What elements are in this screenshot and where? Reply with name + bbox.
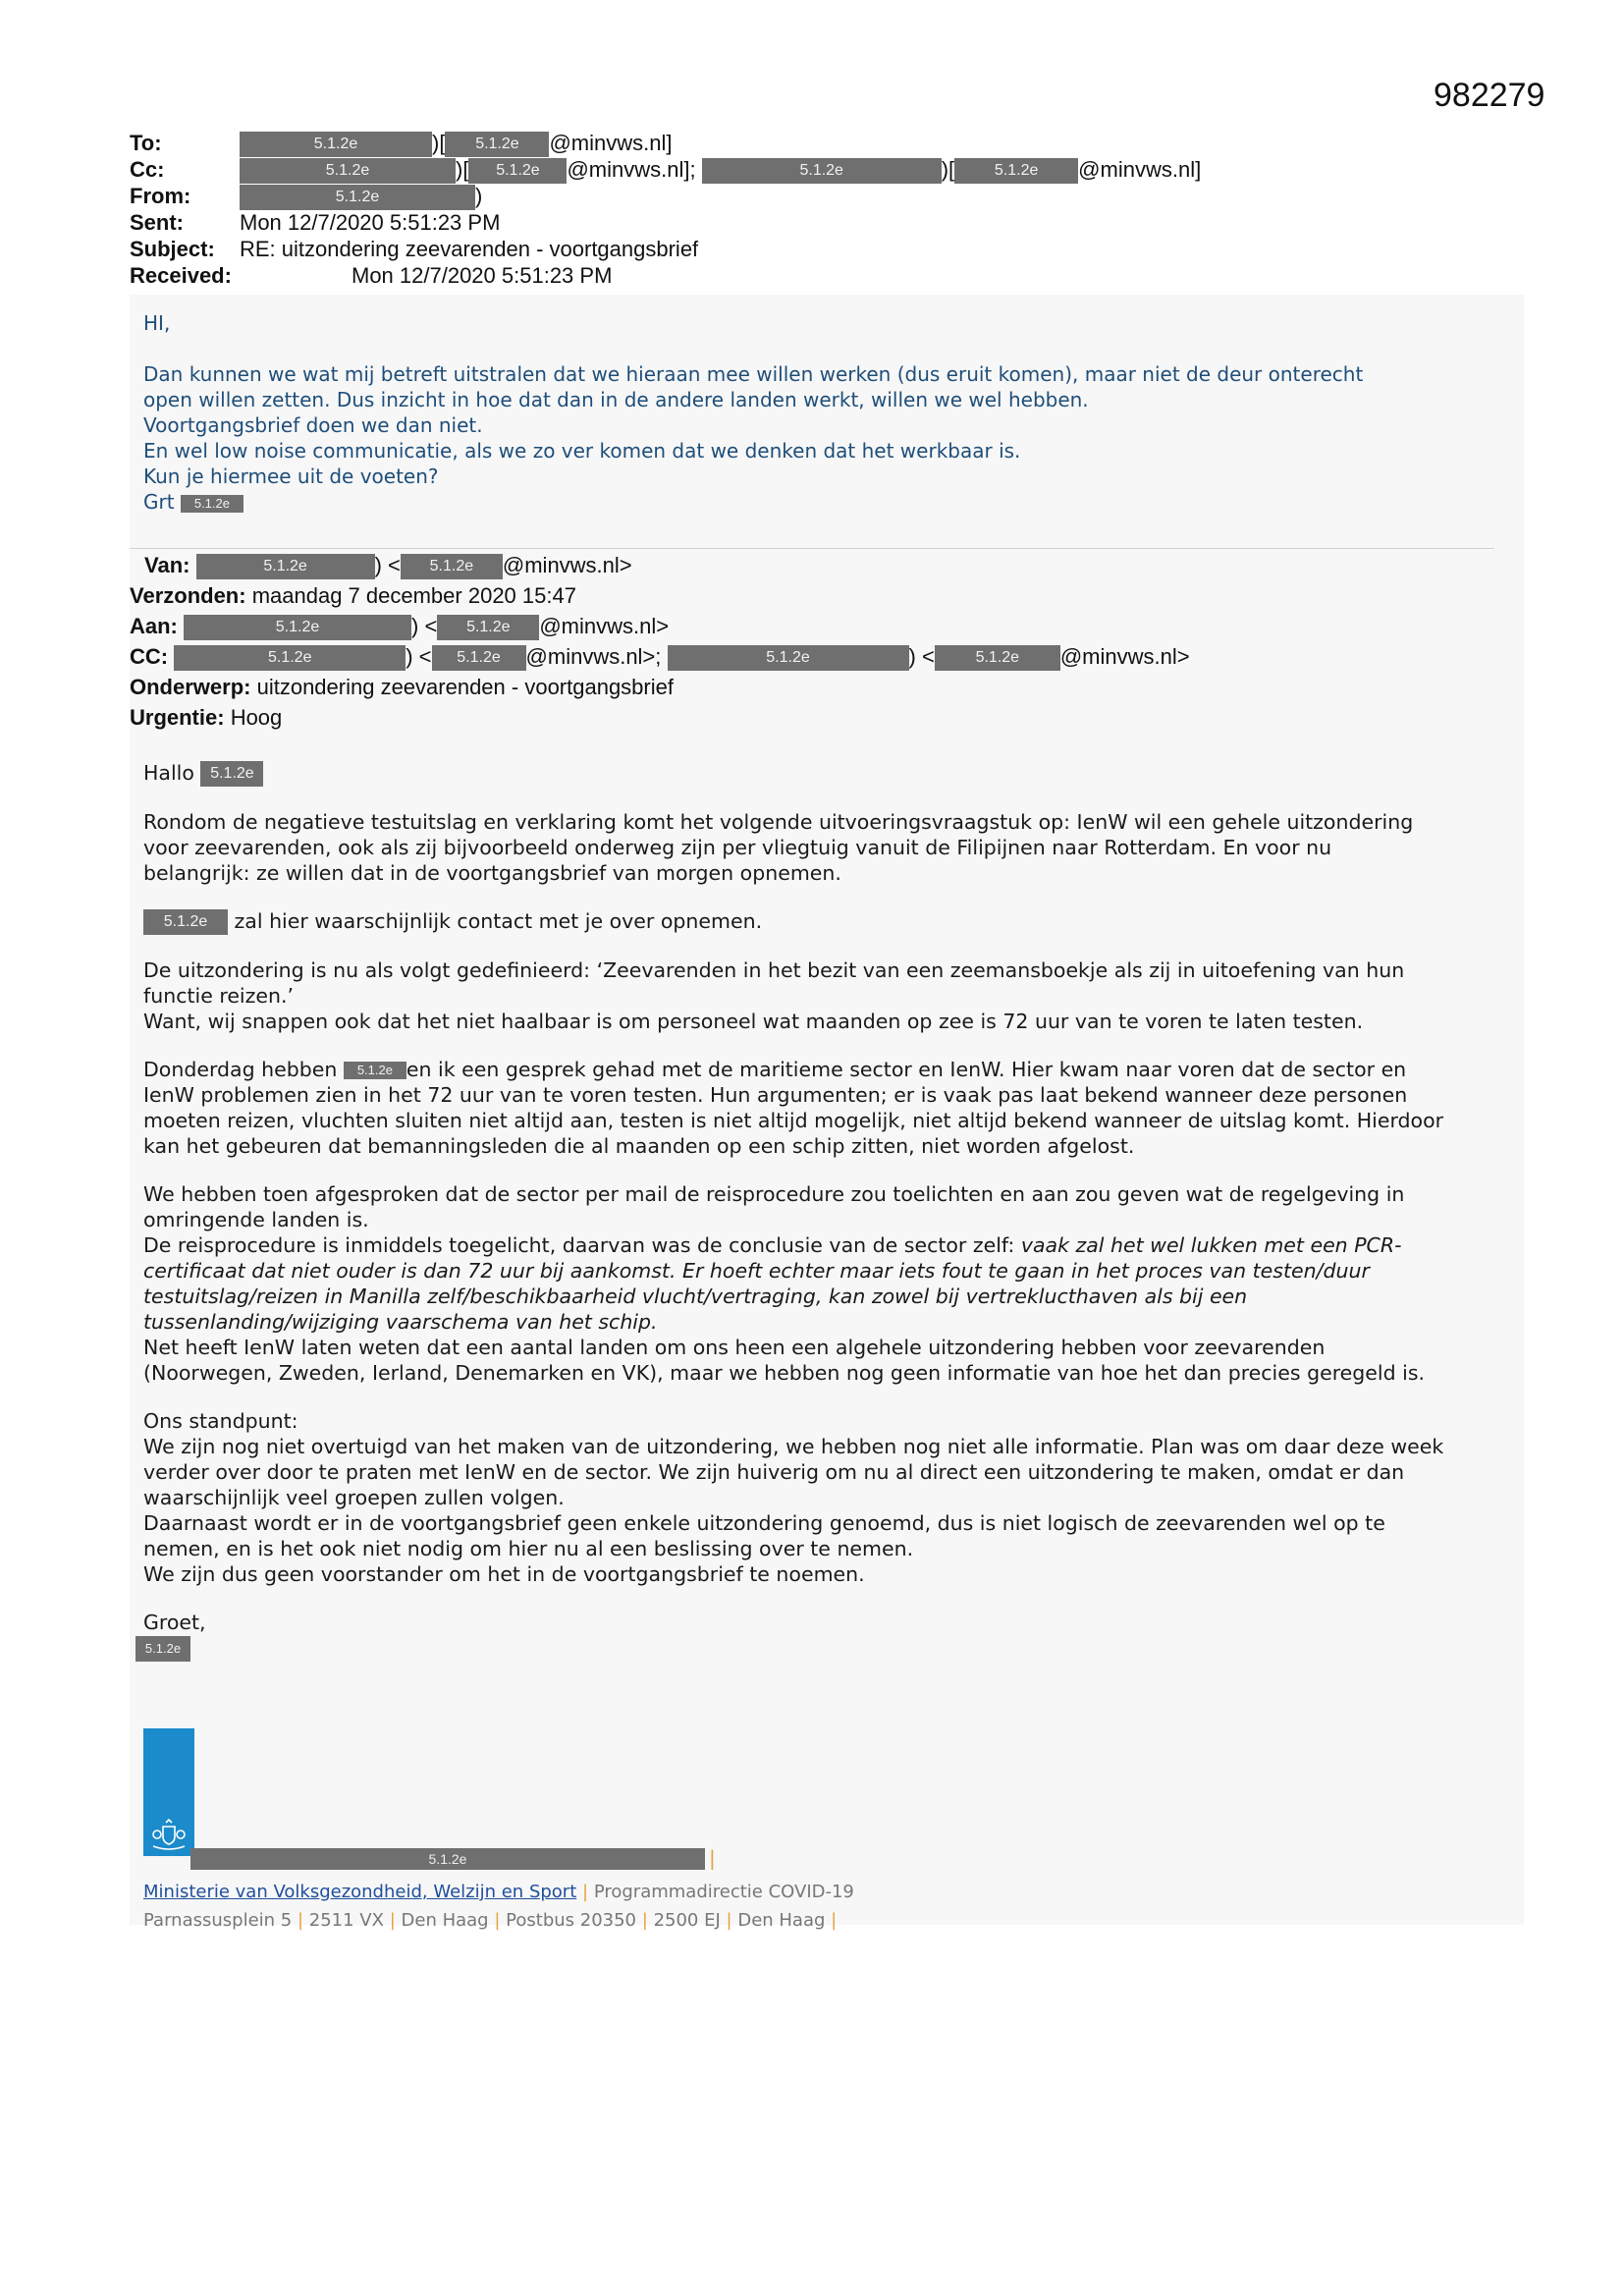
quote-line: certificaat dat niet ouder is dan 72 uur bij aankomst. Er hoeft echter maar iets fout te gaan in het proces van testen/duur bbox=[143, 1259, 1370, 1283]
redaction-box: 5.1.2e bbox=[702, 158, 942, 184]
received-value: Mon 12/7/2020 5:51:23 PM bbox=[352, 263, 613, 288]
coat-of-arms-icon bbox=[149, 1819, 189, 1850]
separator-pipe: | bbox=[582, 1882, 589, 1902]
urgentie-row bbox=[130, 702, 1504, 733]
separator-pipe: | bbox=[494, 1910, 501, 1931]
email-domain: @minvws.nl>; bbox=[525, 644, 662, 669]
reply-greeting: HI, bbox=[143, 311, 171, 335]
subject-label: Subject: bbox=[130, 237, 215, 261]
quote-line: testuitslag/reizen in Manilla zelf/beschikbaarheid vlucht/vertraging, kan zowel bij vertreklucthaven als bij een bbox=[143, 1285, 1248, 1308]
verzonden-value: maandag 7 december 2020 15:47 bbox=[251, 583, 576, 608]
quote-line: tussenlanding/wijziging vaarschema van het schip. bbox=[143, 1310, 658, 1334]
closing bbox=[143, 1610, 1498, 1662]
header-received-row bbox=[130, 262, 1406, 289]
text-fragment: en ik een gesprek gehad met de maritieme sector en IenW. Hier kwam naar voren dat de sector en bbox=[406, 1058, 1407, 1081]
text-line: Net heeft IenW laten weten dat een aantal landen om ons heen een algehele uitzondering hebben voor zeevarenden bbox=[143, 1336, 1326, 1359]
reply-line: En wel low noise communicatie, als we zo ver komen dat we denken dat het werkbaar is. bbox=[143, 439, 1021, 463]
spacer bbox=[143, 336, 1518, 361]
from-value bbox=[240, 183, 482, 210]
government-logo bbox=[143, 1728, 194, 1856]
redaction-box: 5.1.2e bbox=[181, 495, 244, 513]
paragraph bbox=[143, 908, 1498, 935]
document-number: 982279 bbox=[1434, 77, 1545, 114]
message-body bbox=[143, 760, 1498, 1662]
text-line: omringende landen is. bbox=[143, 1208, 369, 1231]
redaction-box: 5.1.2e bbox=[190, 1848, 705, 1870]
redaction-box: 5.1.2e bbox=[143, 909, 228, 935]
text-line: We zijn nog niet overtuigd van het maken van de uitzondering, we hebben nog niet alle informatie. Plan was om daar deze week bbox=[143, 1435, 1444, 1458]
text-line: zal hier waarschijnlijk contact met je over opnemen. bbox=[234, 909, 763, 933]
quote-fragment: vaak zal het wel lukken met een PCR- bbox=[1020, 1233, 1402, 1257]
redaction-box: 5.1.2e bbox=[445, 132, 549, 157]
redaction-box: 5.1.2e bbox=[174, 645, 406, 671]
text-line: Rondom de negatieve testuitslag en verklaring komt het volgende uitvoeringsvraagstuk op: IenW wil een gehele uitzondering bbox=[143, 810, 1414, 834]
cc-row bbox=[130, 641, 1504, 672]
redaction-box: 5.1.2e bbox=[240, 132, 432, 157]
angle-open: ) < bbox=[374, 553, 401, 577]
onderwerp-label: Onderwerp: bbox=[130, 675, 251, 699]
divider bbox=[130, 548, 1494, 549]
email-domain: @minvws.nl> bbox=[502, 553, 632, 577]
header-subject-row bbox=[130, 236, 1406, 262]
email-domain: @minvws.nl] bbox=[549, 131, 673, 155]
closing-text: Groet, bbox=[143, 1611, 206, 1634]
redaction-box: 5.1.2e bbox=[437, 615, 539, 640]
van-row bbox=[130, 550, 1504, 580]
text-line: verder over door te praten met IenW en de sector. We zijn huiverig om nu al direct een uitzondering te maken, omdat er dan bbox=[143, 1460, 1405, 1484]
redaction-box: 5.1.2e bbox=[954, 158, 1078, 184]
to-value bbox=[240, 130, 672, 157]
close-paren: ) bbox=[475, 184, 483, 208]
cc-value bbox=[240, 156, 1201, 184]
subject-value: RE: uitzondering zeevarenden - voortgangsbrief bbox=[240, 237, 699, 261]
reply-line: Dan kunnen we wat mij betreft uitstralen dat we hieraan mee willen werken (dus eruit komen), maar niet de deur onterecht bbox=[143, 362, 1364, 386]
redaction-box: 5.1.2e bbox=[344, 1062, 406, 1079]
received-label: Received: bbox=[130, 263, 232, 288]
address-part: 2500 EJ bbox=[653, 1910, 721, 1931]
verzonden-row bbox=[130, 580, 1504, 611]
angle-open: ) < bbox=[406, 644, 432, 669]
paragraph bbox=[143, 1057, 1498, 1159]
text-line: Want, wij snappen ook dat het niet haalbaar is om personeel wat maanden op zee is 72 uur van te voren te laten testen. bbox=[143, 1010, 1364, 1033]
to-label: To: bbox=[130, 131, 162, 155]
text-line bbox=[143, 1232, 1498, 1258]
paren-bracket: )[ bbox=[456, 157, 469, 182]
address-part: Parnassusplein 5 bbox=[143, 1910, 293, 1931]
urgentie-value: Hoog bbox=[230, 705, 283, 730]
from-label: From: bbox=[130, 184, 191, 208]
redaction-box: 5.1.2e bbox=[668, 645, 909, 671]
forwarded-header bbox=[130, 550, 1504, 733]
text-line: nemen, en is het ook niet nodig om hier nu al een beslissing over te nemen. bbox=[143, 1537, 914, 1560]
text-line: waarschijnlijk veel groepen zullen volgen. bbox=[143, 1486, 565, 1509]
angle-open: ) < bbox=[908, 644, 935, 669]
address-part: 2511 VX bbox=[308, 1910, 384, 1931]
redaction-box: 5.1.2e bbox=[240, 158, 456, 184]
urgentie-label: Urgentie: bbox=[130, 705, 225, 730]
email-domain: @minvws.nl] bbox=[1078, 157, 1202, 182]
text-line: Ons standpunt: bbox=[143, 1409, 298, 1433]
text-line: functie reizen.’ bbox=[143, 984, 295, 1008]
paragraph bbox=[143, 1181, 1498, 1386]
email-header bbox=[130, 130, 1406, 289]
address-part: Den Haag bbox=[737, 1910, 826, 1931]
separator-pipe: | bbox=[641, 1910, 648, 1931]
redaction-box: 5.1.2e bbox=[468, 158, 567, 184]
text-line: belangrijk: ze willen dat in de voortgangsbrief van morgen opnemen. bbox=[143, 861, 841, 885]
text-line: We hebben toen afgesproken dat de sector per mail de reisprocedure zou toelichten en aan zou geven wat de regelgeving in bbox=[143, 1182, 1405, 1206]
header-from-row bbox=[130, 183, 1406, 209]
text-line: Daarnaast wordt er in de voortgangsbrief geen enkele uitzondering genoemd, dus is niet logisch de zeevarenden wel op te bbox=[143, 1511, 1385, 1535]
onderwerp-row bbox=[130, 672, 1504, 702]
aan-row bbox=[130, 611, 1504, 641]
signature-line-1 bbox=[143, 1878, 854, 1906]
verzonden-label: Verzonden: bbox=[130, 583, 246, 608]
cc-label: CC: bbox=[130, 644, 169, 669]
text-line: voor zeevarenden, ook als zij bijvoorbeeld onderweg zijn per vliegtuig vanuit de Filipijnen naar Rotterdam. En voor nu bbox=[143, 836, 1332, 859]
text-line bbox=[143, 1057, 1498, 1082]
salutation bbox=[143, 760, 1498, 787]
aan-label: Aan: bbox=[130, 614, 178, 638]
reply-line: open willen zetten. Dus inzicht in hoe dat dan in de andere landen werkt, willen we wel hebben. bbox=[143, 388, 1089, 411]
programme-name: Programmadirectie COVID-19 bbox=[593, 1882, 854, 1902]
separator-pipe: | bbox=[726, 1910, 732, 1931]
reply-signoff bbox=[143, 489, 1518, 515]
redaction-box: 5.1.2e bbox=[935, 645, 1060, 671]
header-to-row bbox=[130, 130, 1406, 156]
text-fragment: De reisprocedure is inmiddels toegelicht, daarvan was de conclusie van de sector zelf: bbox=[143, 1233, 1021, 1257]
email-domain: @minvws.nl]; bbox=[567, 157, 696, 182]
paragraph bbox=[143, 809, 1498, 886]
redaction-box: 5.1.2e bbox=[240, 185, 475, 210]
signoff-text: Grt bbox=[143, 490, 175, 514]
text-line: kan het gebeuren dat bemanningsleden die al maanden op een schip zitten, niet worden afgelost. bbox=[143, 1134, 1135, 1158]
reply-message bbox=[143, 310, 1518, 515]
paren-bracket: )[ bbox=[941, 157, 955, 182]
reply-line: Kun je hiermee uit de voeten? bbox=[143, 465, 439, 488]
email-domain: @minvws.nl> bbox=[539, 614, 670, 638]
redaction-box: 5.1.2e bbox=[196, 554, 375, 579]
redaction-box: 5.1.2e bbox=[135, 1636, 190, 1662]
sent-value: Mon 12/7/2020 5:51:23 PM bbox=[240, 210, 501, 235]
van-label: Van: bbox=[144, 553, 190, 577]
address-part: Postbus 20350 bbox=[506, 1910, 637, 1931]
text-line: IenW problemen zien in het 72 uur van te voren testen. Hun argumenten; er is vaak pas laat bekend wanneer deze personen bbox=[143, 1083, 1408, 1107]
signature-address bbox=[143, 1906, 854, 1935]
paragraph bbox=[143, 957, 1498, 1034]
text-fragment: Donderdag hebben bbox=[143, 1058, 338, 1081]
text-line: (Noorwegen, Zweden, Ierland, Denemarken en VK), maar we hebben nog geen informatie van hoe het dan precies geregeld is. bbox=[143, 1361, 1426, 1385]
redaction-box: 5.1.2e bbox=[401, 554, 503, 579]
separator-pipe: | bbox=[831, 1910, 838, 1931]
cc-label: Cc: bbox=[130, 157, 165, 182]
redaction-box: 5.1.2e bbox=[200, 761, 263, 787]
email-domain: @minvws.nl> bbox=[1059, 644, 1190, 669]
salutation-text: Hallo bbox=[143, 761, 194, 785]
header-cc-row bbox=[130, 156, 1406, 183]
ministry-link[interactable]: Ministerie van Volksgezondheid, Welzijn en Sport bbox=[143, 1882, 577, 1902]
separator-pipe: | bbox=[389, 1910, 396, 1931]
reply-line: Voortgangsbrief doen we dan niet. bbox=[143, 413, 483, 437]
email-signature bbox=[143, 1878, 854, 1935]
text-line: We zijn dus geen voorstander om het in de voortgangsbrief te noemen. bbox=[143, 1562, 865, 1586]
redaction-box: 5.1.2e bbox=[432, 645, 526, 671]
separator-pipe: | bbox=[709, 1846, 716, 1870]
header-sent-row bbox=[130, 209, 1406, 236]
text-line: De uitzondering is nu als volgt gedefinieerd: ‘Zeevarenden in het bezit van een zeemansboekje als zij in uitoefening van hun bbox=[143, 958, 1405, 982]
onderwerp-value: uitzondering zeevarenden - voortgangsbrief bbox=[256, 675, 674, 699]
address-part: Den Haag bbox=[401, 1910, 489, 1931]
paragraph bbox=[143, 1408, 1498, 1587]
paren-bracket: )[ bbox=[432, 131, 446, 155]
angle-open: ) < bbox=[411, 614, 438, 638]
separator-pipe: | bbox=[297, 1910, 304, 1931]
sent-label: Sent: bbox=[130, 210, 184, 235]
text-line: moeten reizen, vluchten sluiten niet altijd aan, testen is niet altijd mogelijk, niet altijd bekend wanneer de uitslag komt. Hierdoor bbox=[143, 1109, 1444, 1132]
redaction-box: 5.1.2e bbox=[184, 615, 411, 640]
